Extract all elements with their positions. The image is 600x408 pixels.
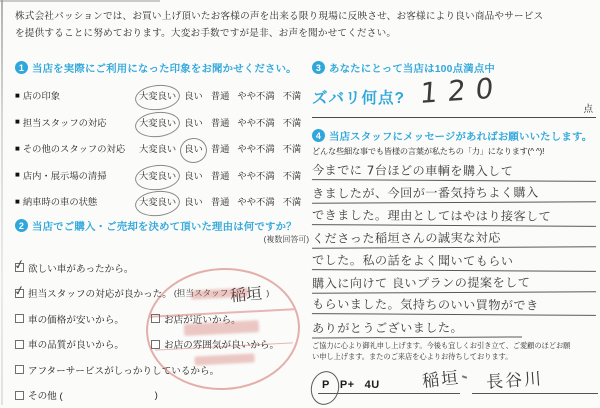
- reason-label: その他 (: [28, 388, 63, 402]
- rating-option: 不満: [283, 168, 302, 182]
- rating-option: 普通: [211, 115, 230, 129]
- score-row: [312, 82, 596, 118]
- section1-title: [15, 60, 309, 75]
- rating-table: [15, 82, 309, 215]
- rating-option: やや不満: [237, 168, 274, 182]
- reason-row: [15, 332, 311, 358]
- section-impressions: [15, 60, 309, 215]
- staff-note-suffix: ): [266, 288, 269, 298]
- message-line: ありがとうございました。: [312, 315, 522, 338]
- section4-subtitle: どんな些細な事でも皆様の言葉が私たちの「力」になります(^ ^)!: [312, 146, 596, 157]
- rating-row-store-impression: [15, 82, 309, 109]
- message-line: もらいました。気持ちのいい買物ができ: [312, 292, 596, 316]
- intro-line-1: 株式会社パッションでは、お買い上げ頂いたお客様の声を出来る限り現場に反映させ、お客様により良い商品やサービス: [15, 8, 595, 25]
- rating-option: 大変良い: [139, 141, 176, 155]
- checkbox-car-quality: [15, 340, 24, 349]
- section-score: [312, 60, 596, 118]
- footer-line-2: い申し上げます。またのご来店を心よりお待ちしております。: [312, 352, 598, 363]
- section4-number-badge: 4: [312, 129, 325, 142]
- footer-line-1: ご協力に心より御礼申し上げます。今後も宜しくお引き立て、ご愛顧のほどお願: [312, 341, 598, 352]
- section2-number-badge: 2: [15, 219, 28, 232]
- square-bullet-icon: ■: [15, 91, 20, 100]
- rating-option: 大変良い: [139, 88, 176, 102]
- survey-intro: [15, 8, 595, 42]
- code-p-plus: P+: [340, 379, 355, 391]
- reason-label: 欲しい車があったから。: [28, 261, 133, 275]
- rating-option: 良い: [184, 141, 203, 155]
- reason-row: [15, 357, 311, 383]
- rating-row-other-staff: [15, 135, 309, 162]
- square-bullet-icon: ■: [15, 117, 20, 126]
- rating-label: 納車時の車の状態: [23, 194, 97, 208]
- reason-label: 車の品質が良いから。: [28, 337, 124, 351]
- section4-title: [312, 128, 596, 143]
- bottom-row: [312, 364, 598, 402]
- reason-label: 車の価格が安いから。: [28, 312, 124, 326]
- rating-option: 普通: [211, 194, 230, 208]
- reason-label: お店が近いから。: [164, 312, 241, 326]
- reason-row: [15, 281, 311, 307]
- footer-thanks-note: [312, 341, 598, 363]
- section2-title-text: 当店でご購入・ご売却を決めて頂いた理由は何ですか？: [32, 218, 297, 233]
- reason-row: [15, 383, 311, 408]
- message-line: きましたが、今回が一番気持ちよく購入: [312, 181, 596, 205]
- rating-option: やや不満: [237, 88, 274, 102]
- checkbox-store-near: [151, 314, 160, 323]
- pen-mark: [462, 375, 467, 379]
- rating-option: 普通: [211, 141, 230, 155]
- rating-option: 良い: [184, 194, 203, 208]
- rating-label: その他のスタッフの対応: [23, 141, 125, 155]
- rating-option: 不満: [283, 141, 302, 155]
- checkbox-cheap-price: [15, 314, 24, 323]
- rating-row-cleanliness: [15, 162, 309, 189]
- reason-row: [15, 306, 311, 332]
- reason-checklist: [15, 255, 311, 408]
- rating-option: やや不満: [237, 141, 274, 155]
- multiple-answers-note: (複数回答可): [264, 234, 309, 245]
- intro-line-2: を提供することに努めております。大変お手数ですが是非、お声を聞かせてください。: [15, 25, 595, 42]
- signature-inagaki: 稲垣: [421, 363, 461, 392]
- square-bullet-icon: ■: [15, 144, 20, 153]
- message-line: 購入に向けて 良いプランの提案をして: [312, 270, 596, 294]
- rating-label: 担当スタッフの対応: [23, 115, 107, 129]
- section1-title-text: 当店を実際にご利用になった印象をお聞かせください。: [32, 60, 297, 75]
- rating-row-car-condition: [15, 188, 309, 215]
- section3-number-badge: 3: [312, 61, 325, 74]
- rating-option: 良い: [184, 88, 203, 102]
- score-unit: 点: [583, 101, 593, 115]
- section1-number-badge: 1: [15, 61, 28, 74]
- section4-title-text: 当店スタッフにメッセージがあればお願いいたします。: [329, 128, 592, 143]
- rating-option: 大変良い: [139, 194, 176, 208]
- message-line: でした。私の話をよく聞いてもらい: [312, 248, 596, 272]
- signature-hasegawa: 長谷川: [485, 364, 544, 393]
- rating-label: 店内・展示場の清掃: [23, 168, 107, 182]
- rating-option: 大変良い: [139, 115, 176, 129]
- rating-option: 良い: [184, 115, 203, 129]
- rating-option: 普通: [211, 88, 230, 102]
- checkbox-other: [15, 391, 24, 400]
- staff-name-handwritten: 稲垣: [229, 280, 263, 306]
- scan-edge: [0, 0, 160, 2]
- signature-line: [472, 364, 598, 394]
- other-closing-paren: ): [155, 390, 158, 401]
- score-value-handwritten: 120: [419, 71, 505, 110]
- score-question: ズバリ何点?: [312, 86, 405, 108]
- checkbox-after-service: [15, 365, 24, 374]
- section-purchase-reasons: [15, 218, 311, 408]
- rating-label: 店の印象: [23, 88, 60, 102]
- section3-title: [312, 60, 596, 75]
- square-bullet-icon: ■: [15, 170, 20, 179]
- code-4u: 4U: [365, 379, 380, 391]
- scan-edge: [1, 0, 3, 405]
- codes-line: [318, 364, 460, 394]
- checkbox-wanted-car: [15, 263, 24, 272]
- staff-note-prefix: (担当スタッフ: [174, 287, 228, 299]
- rating-option: やや不満: [237, 115, 274, 129]
- section2-title: [15, 218, 311, 233]
- rating-option: 普通: [211, 168, 230, 182]
- reason-row: [15, 255, 311, 281]
- message-line: 今までに 7台ほどの車輌を購入して: [312, 158, 596, 182]
- section-message: [312, 128, 596, 338]
- reason-label: お店の雰囲気が良いから。: [164, 337, 279, 351]
- checkbox-staff-good: [15, 289, 24, 298]
- checkbox-store-atmosphere: [151, 340, 160, 349]
- code-p-circled: P: [322, 379, 330, 391]
- rating-row-staff-response: [15, 109, 309, 136]
- rating-option: 不満: [283, 88, 302, 102]
- rating-option: やや不満: [237, 194, 274, 208]
- section3-title-text: あなたにとって当店は100点満点中: [329, 60, 495, 75]
- message-lines: [312, 159, 596, 338]
- rating-option: 良い: [184, 168, 203, 182]
- message-line: くださった稲垣さんの誠実な対応: [312, 225, 596, 249]
- reason-label: 担当スタッフの対応が良かった。: [28, 286, 172, 300]
- square-bullet-icon: ■: [15, 197, 20, 206]
- reason-label: アフターサービスがしっかりしているから。: [28, 363, 219, 377]
- rating-option: 不満: [283, 194, 302, 208]
- message-line: できました。理由としてはやはり接客して: [312, 203, 596, 227]
- rating-option: 大変良い: [139, 168, 176, 182]
- rating-option: 不満: [283, 115, 302, 129]
